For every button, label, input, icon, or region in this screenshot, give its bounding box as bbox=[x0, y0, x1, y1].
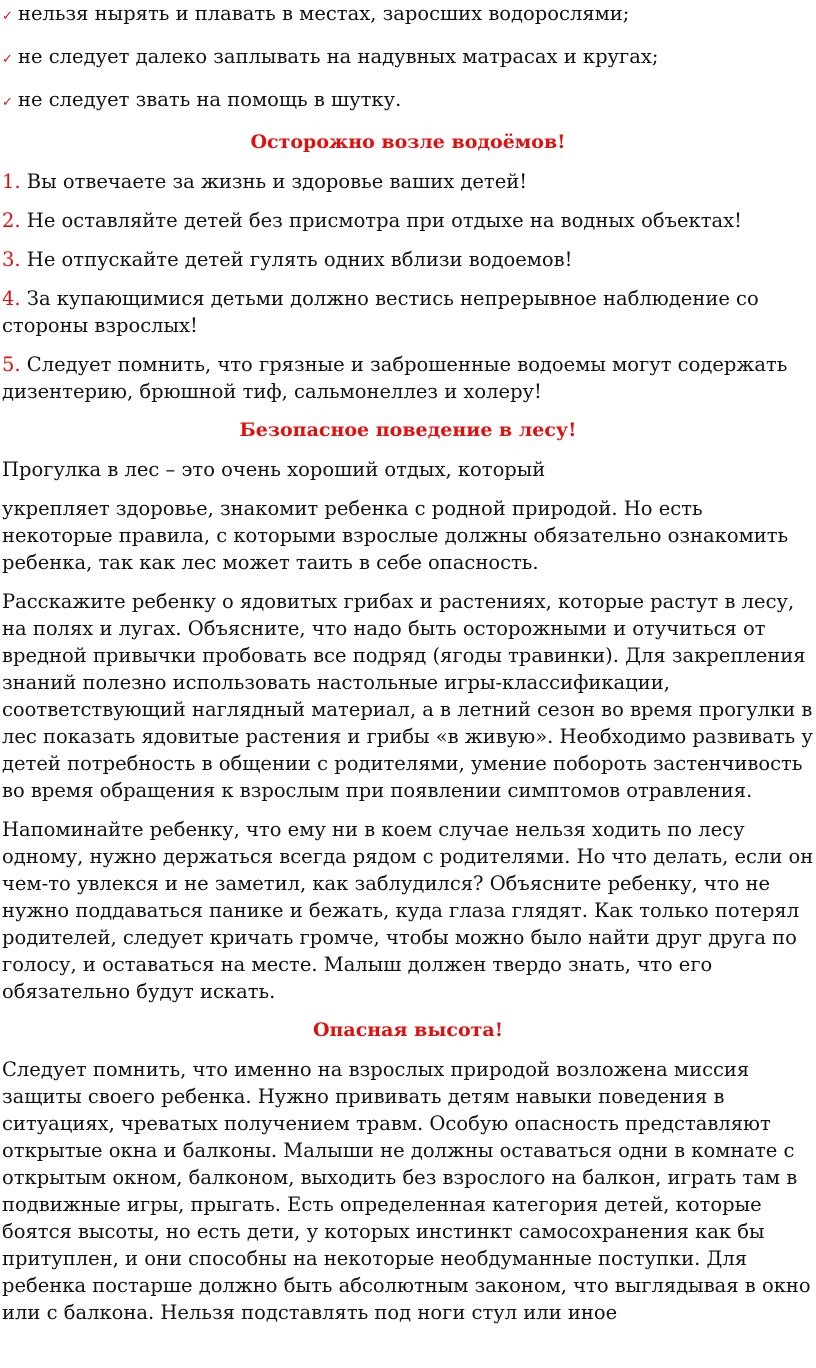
numbered-item bbox=[2, 246, 816, 273]
section-heading-height: Опасная высота! bbox=[312, 1019, 504, 1041]
item-text: Не отпускайте детей гулять одних вблизи водоемов! bbox=[20, 248, 573, 271]
item-text: За купающимися детьми должно вестись непрерывное наблюдение со стороны взрослых! bbox=[2, 287, 759, 337]
item-number: 5. bbox=[2, 353, 21, 376]
checklist-item-text: не следует звать на помощь в шутку. bbox=[18, 88, 402, 111]
numbered-item bbox=[2, 207, 816, 234]
water-rules-checklist bbox=[0, 0, 816, 116]
paragraph: Прогулка в лес – это очень хороший отдых, который bbox=[2, 458, 546, 481]
numbered-item bbox=[2, 351, 816, 405]
paragraph: Расскажите ребенку о ядовитых грибах и растениях, которые растут в лесу, на полях и лугах. Объясните, что надо быть осторожными и отучиться от вредной привычки пробовать все подряд (ягоды травинки). Для закрепления знаний полезно использовать настольные игры-классификации, соответствующий наглядный материал, а в летний сезон во время прогулки в лес показать ядовитые растения и грибы «в живую». Необходимо развивать у детей потребность в общении с родителями, умение побороть застенчивость во время обращения к взрослым при появлении симптомов отравления. bbox=[2, 590, 813, 802]
item-number: 3. bbox=[2, 248, 21, 271]
numbered-item bbox=[2, 168, 816, 195]
checkmark-icon: ✓ bbox=[2, 95, 13, 110]
item-text: Не оставляйте детей без присмотра при отдыхе на водных объектах! bbox=[20, 209, 742, 232]
section-heading-water: Осторожно возле водоёмов! bbox=[250, 131, 566, 153]
item-text: Следует помнить, что грязные и заброшенные водоемы могут содержать дизентерию, брюшной тиф, сальмонеллез и холеру! bbox=[2, 353, 788, 403]
item-text: Вы отвечаете за жизнь и здоровье ваших детей! bbox=[20, 170, 528, 193]
item-number: 1. bbox=[2, 170, 21, 193]
checklist-item-text: не следует далеко заплывать на надувных матрасах и кругах; bbox=[18, 45, 659, 68]
paragraph: укрепляет здоровье, знакомит ребенка с родной природой. Но есть некоторые правила, с которыми взрослые должны обязательно ознакомить ребенка, так как лес может таить в себе опасность. bbox=[2, 497, 789, 574]
checkmark-icon: ✓ bbox=[2, 52, 13, 67]
checklist-item bbox=[0, 43, 816, 73]
numbered-item bbox=[2, 285, 816, 339]
checklist-item bbox=[0, 0, 816, 30]
paragraph: Напоминайте ребенку, что ему ни в коем случае нельзя ходить по лесу одному, нужно держаться всегда рядом с родителями. Но что делать, если он чем-то увлекся и не заметил, как заблудился? Объясните ребенку, что не нужно поддаваться панике и бежать, куда глаза глядят. Как только потерял родителей, следует кричать громче, чтобы можно было найти друг друга по голосу, и оставаться на месте. Малыш должен твердо знать, что его обязательно будут искать. bbox=[2, 818, 814, 1003]
section-heading-forest: Безопасное поведение в лесу! bbox=[239, 419, 577, 441]
paragraph: Следует помнить, что именно на взрослых природой возложена миссия защиты своего ребенка. Нужно прививать детям навыки поведения в ситуациях, чреватых получением травм. Особую опасность представляют открытые окна и балконы. Малыши не должны оставаться одни в комнате с открытым окном, балконом, выходить без взрослого на балкон, играть там в подвижные игры, прыгать. Есть определенная категория детей, которые боятся высоты, но есть дети, у которых инстинкт самосохранения как бы притуплен, и они способны на некоторые необдуманные поступки. Для ребенка постарше должно быть абсолютным законом, что выглядывая в окно или с балкона. Нельзя подставлять под ноги стул или иное bbox=[2, 1058, 811, 1324]
checklist-item bbox=[0, 86, 816, 116]
item-number: 4. bbox=[2, 287, 21, 310]
checklist-item-text: нельзя нырять и плавать в местах, заросших водорослями; bbox=[18, 2, 630, 25]
checkmark-icon: ✓ bbox=[2, 9, 13, 24]
item-number: 2. bbox=[2, 209, 21, 232]
